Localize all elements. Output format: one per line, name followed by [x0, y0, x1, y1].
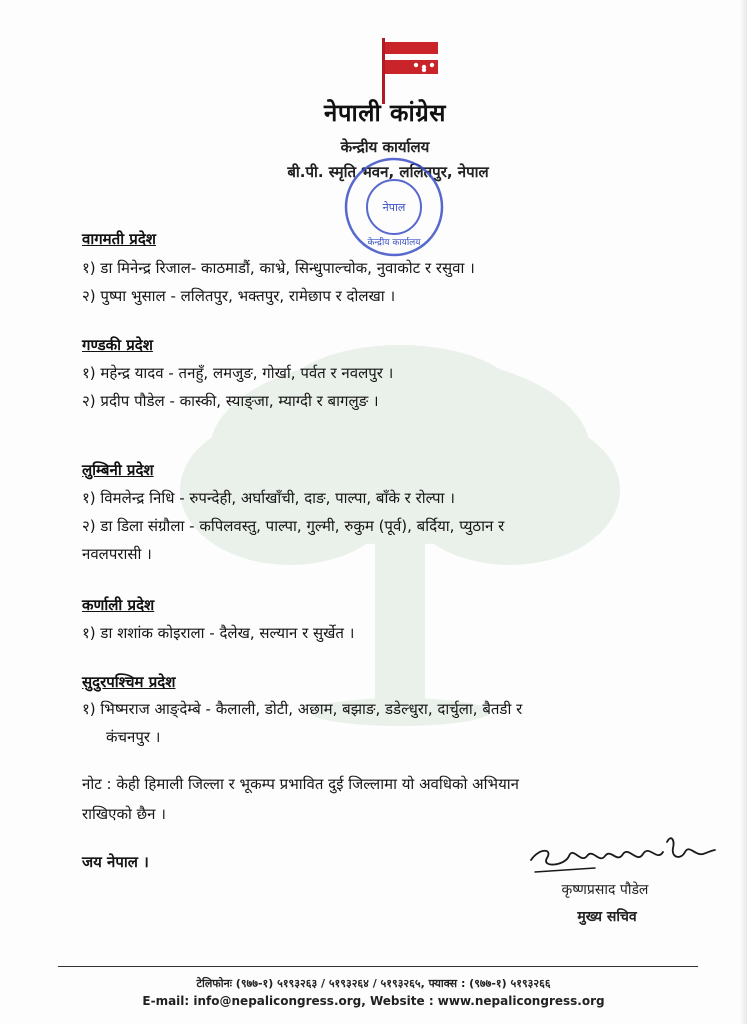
party-name: नेपाली कांग्रेस: [324, 99, 446, 127]
gandaki-line-1: १) महेन्द्र यादव - तनहुँ, लमजुङ, गोर्खा, पर्वत र नवलपुर ।: [82, 364, 394, 382]
closing-salutation: जय नेपाल ।: [82, 853, 149, 871]
office-address: बी.पी. स्मृति भवन, ललितपुर, नेपाल: [287, 163, 489, 181]
lumbini-line-1: १) विमलेन्द्र निधि - रुपन्देही, अर्घाखाँची, दाङ, पाल्पा, बाँके र रोल्पा ।: [82, 489, 455, 507]
office-name: केन्द्रीय कार्यालय: [340, 138, 430, 156]
sudurpaschim-line-2: कंचनपुर ।: [106, 728, 161, 746]
sudurpaschim-line-1: १) भिष्मराज आङ्देम्बे - कैलाली, डोटी, अछाम, बझाङ, डडेल्धुरा, दार्चुला, बैतडी र: [82, 700, 523, 718]
footer-contact-web: E-mail: info@nepalicongress.org, Website : www.nepalicongress.org: [142, 994, 605, 1008]
footer-phone: टेलिफोनः (९७७-१) ५१९३२६३ / ५१९३२६४ / ५१९३२६५, फ्याक्स : (९७७-१) ५१९३२६६: [196, 977, 551, 990]
bagmati-line-2: २) पुष्पा भुसाल - ललितपुर, भक्तपुर, रामेछाप र दोलखा ।: [82, 287, 396, 305]
bagmati-line-1: १) डा मिनेन्द्र रिजाल- काठमाडौं, काभ्रे, सिन्धुपाल्चोक, नुवाकोट र रसुवा ।: [82, 259, 475, 277]
heading-sudurpaschim: सुदुरपश्चिम प्रदेश: [82, 673, 176, 691]
stamp-arc-text: केन्द्रीय कार्यालय: [367, 238, 421, 248]
lumbini-line-3: नवलपरासी ।: [82, 545, 152, 563]
heading-karnali: कर्णाली प्रदेश: [82, 596, 155, 614]
gandaki-line-2: २) प्रदीप पौडेल - कास्की, स्याङ्जा, म्याग्दी र बागलुङ ।: [82, 392, 379, 410]
footer-divider: [58, 966, 698, 967]
note-line-2: राखिएको छैन ।: [82, 805, 166, 823]
office-stamp-icon: [342, 155, 446, 259]
lumbini-line-2: २) डा डिला संग्रौला - कपिलवस्तु, पाल्पा, गुल्मी, रुकुम (पूर्व), बर्दिया, प्युठान र: [82, 517, 505, 535]
heading-gandaki: गण्डकी प्रदेश: [82, 336, 153, 354]
handwritten-signature-icon: [525, 830, 720, 880]
karnali-line-1: १) डा शशांक कोइराला - दैलेख, सल्यान र सुर्खेत ।: [82, 624, 355, 642]
stamp-center-text: नेपाल: [382, 201, 406, 214]
page-edge-shadow: [739, 0, 747, 1024]
note-line-1: नोट : केही हिमाली जिल्ला र भूकम्प प्रभावित दुई जिल्लामा यो अवधिको अभियान: [82, 775, 519, 793]
signatory-title: मुख्य सचिव: [577, 909, 637, 925]
heading-lumbini: लुम्बिनी प्रदेश: [82, 461, 154, 479]
signatory-name: कृष्णप्रसाद पौडेल: [561, 882, 649, 898]
heading-bagmati: वागमती प्रदेश: [82, 230, 156, 248]
